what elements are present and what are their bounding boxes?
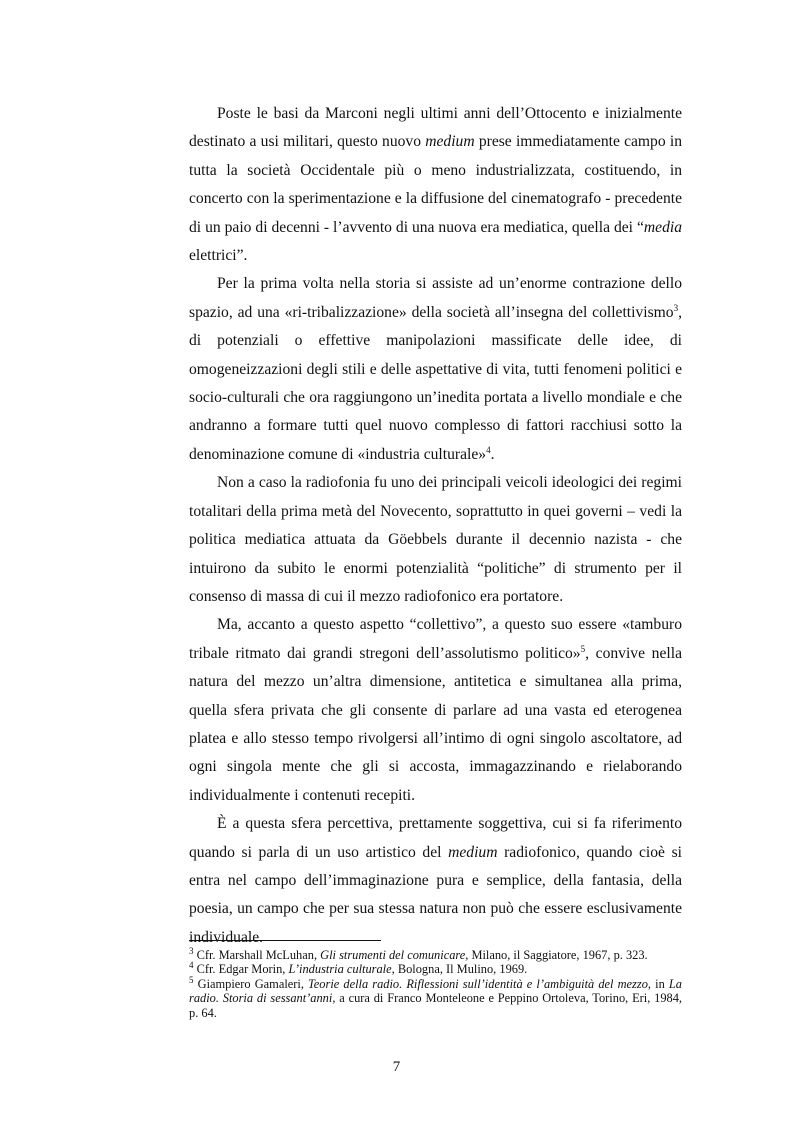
paragraph-1: Poste le basi da Marconi negli ultimi anni dell’Ottocento e inizialmente destinato a usi militari, questo nuovo medium prese immediatamente campo in tutta la società Occidentale più o meno industrializzata, costituendo, in concerto con la sperimentazione e la diffusione del cinematografo - precedente di un paio di decenni - l’avvento di una nuova era mediatica, quella dei “media elettrici”. [189, 105, 682, 265]
paragraph-3: Non a caso la radiofonia fu uno dei principali veicoli ideologici dei regimi totalitari della prima metà del Novecento, soprattutto in quei governi – vedi la politica mediatica attuata da Göebbels durante il decennio nazista - che intuirono da subito le enormi potenzialità “politiche” di strumento per il consenso di massa di cui il mezzo radiofonico era portatore. [189, 474, 682, 605]
footnote-ref-5[interactable]: 5 [580, 643, 586, 654]
footnote-ref-4[interactable]: 4 [486, 444, 491, 455]
footnotes [189, 945, 683, 1020]
footnote-5: $^5$ Giampiero Gamaleri, Teorie della radio. Riflessioni sull’identità e l’ambiguità del mezzo, in La radio. Storia di sessant’anni, a cura di Franco Monteleone e Peppino Ortoleva, Torino, Eri, 1984, p. 64. [189, 974, 683, 1020]
body-text [189, 100, 682, 952]
footnote-separator [189, 940, 381, 941]
footnote-3: $^3$ Cfr. Marshall McLuhan, Gli strumenti del comunicare, Milano, il Saggiatore, 1967, p. 323. [189, 945, 648, 962]
paragraph-2: Per la prima volta nella storia si assiste ad un’enorme contrazione dello spazio, ad una «ri-tribalizzazione» della società all’insegna del collettivismo$^3$, di potenziali o effettive manipolazioni massificate delle idee, di omogeneizzazioni degli stili e delle aspettative di vita, tutti fenomeni politici e socio-culturali che ora raggiungono un’inedita portata a livello mondiale e che andranno a formare tutti quel nuovo complesso di fattori racchiusi sotto la denominazione comune di «industria culturale»$^4$. [189, 275, 682, 463]
paragraph-4: Ma, accanto a questo aspetto “collettivo”, a questo suo essere «tamburo tribale ritmato dai grandi stregoni dell’assolutismo politico»$^5$, convive nella natura del mezzo un’altra dimensione, antitetica e simultanea alla prima, quella sfera privata che gli consente di parlare ad una vasta ed eterogenea platea e allo stesso tempo rivolgersi all’intimo di ogni singolo ascoltatore, ad ogni singola mente che gli si accosta, immagazzinando e rielaborando individualmente i contenuti recepiti. [189, 616, 682, 804]
footnote-4: $^4$ Cfr. Edgar Morin, L’industria culturale, Bologna, Il Mulino, 1969. [189, 960, 528, 977]
page-number: 7 [392, 1059, 401, 1075]
footnote-ref-3[interactable]: 3 [673, 302, 679, 313]
paragraph-5: È a questa sfera percettiva, prettamente soggettiva, cui si fa riferimento quando si parla di un uso artistico del medium radiofonico, quando cioè si entra nel campo dell’immaginazione pura e semplice, della fantasia, della poesia, un campo che per sua stessa natura non può che essere esclusivamente individuale. [189, 815, 682, 946]
